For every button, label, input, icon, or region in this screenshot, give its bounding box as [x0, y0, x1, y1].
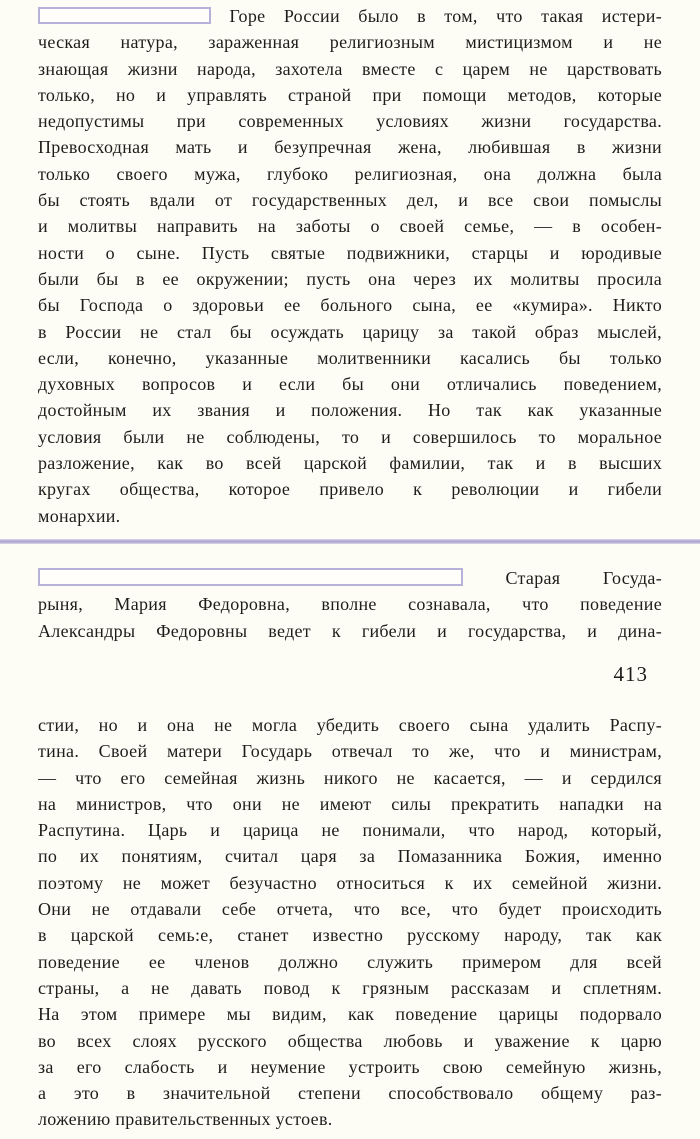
redaction-box [38, 568, 463, 586]
text-line: кругах общества, которое привело к революции и гибели [38, 479, 662, 500]
text-line: Распутина. Царь и царица не понимали, что народ, который, [38, 820, 662, 841]
text-line: знающая жизни народа, захотела вместе с царем не царствовать [38, 58, 662, 79]
text-line: если, конечно, указанные молитвенники касались бы только [38, 347, 662, 368]
text-line: Превосходная мать и безупречная жена, любившая в жизни [38, 137, 662, 158]
text-line: тина. Своей матери Государь отвечал то же, что и министрам, [38, 741, 662, 762]
redaction-box [38, 7, 211, 24]
text-line: Старая Госуда- [38, 565, 662, 591]
text-line: На этом примере мы видим, как поведение царицы подорвало [38, 1004, 662, 1025]
text-line: духовных вопросов и если бы они отличались поведением, [38, 374, 662, 395]
text-line: по их понятиям, считал царя за Помазанника Божия, именно [38, 846, 662, 867]
text-line: в России не стал бы осуждать царицу за такой образ мыслей, [38, 321, 662, 342]
text-line: — что его семейная жизнь никого не касается, — и сердился [38, 767, 662, 788]
text-line: условия были не соблюдены, то и совершилось то моральное [38, 426, 662, 447]
text-line: бы Господа о здоровьи ее больного сына, ее «кумира». Никто [38, 295, 662, 316]
text-line: рыня, Мария Федоровна, вполне сознавала, что поведение [38, 594, 662, 615]
text-line: достойным их звания и положения. Но так как указанные [38, 400, 662, 421]
text-line: в царской семь:е, станет известно русскому народу, так как [38, 925, 662, 946]
text-line: Горе России было в том, что такая истери- [38, 3, 662, 29]
text-line: монархии. [38, 505, 121, 526]
section-divider [0, 539, 700, 544]
text-line: разложение, как во всей царской фамилии, так и в высших [38, 453, 662, 474]
text-line: Они не отдавали себе отчета, что все, что будет происходить [38, 899, 662, 920]
text-line: ческая натура, зараженная религиозным мистицизмом и не [38, 32, 662, 53]
text-line: страны, а не давать повод к грязным рассказам и сплетням. [38, 977, 662, 998]
text-line: Александры Федоровны ведет к гибели и государства, и дина- [38, 620, 662, 641]
text-line: во всех слоях русского общества любовь и уважение к царю [38, 1030, 662, 1051]
text-line: только своего мужа, глубоко религиозная, она должна была [38, 163, 662, 184]
text-line: были бы в ее окружении; пусть она через их молитвы просила [38, 268, 662, 289]
paragraph-2 [38, 565, 662, 644]
text-line: за его слабость и неумение устроить свою семейную жизнь, [38, 1056, 662, 1077]
text-line: поэтому не может безучастно относиться к их семейной жизни. [38, 872, 662, 893]
text-line: на министров, что они не имеют силы прекратить нападки на [38, 793, 662, 814]
text-line: и молитвы направить на заботы о своей семье, — в особен- [38, 216, 662, 237]
text-line: бы стоять вдали от государственных дел, и все свои помыслы [38, 190, 662, 211]
page-number: 413 [613, 662, 648, 686]
text-line: ности о сыне. Пусть святые подвижники, старцы и юродивые [38, 242, 662, 263]
paragraph-3 [38, 712, 662, 1133]
paragraph-1 [38, 3, 662, 529]
text-line: ложению правительственных устоев. [38, 1109, 333, 1130]
text-line: стии, но и она не могла убедить своего сына удалить Распу- [38, 715, 662, 735]
text-line: только, но и управлять страной при помощи методов, которые [38, 84, 662, 105]
text-line: недопустимы при современных условиях жизни государства. [38, 111, 662, 132]
text-line: поведение ее членов должно служить примером для всей [38, 951, 662, 972]
text-line: а это в значительной степени способствовало общему раз- [38, 1083, 662, 1104]
